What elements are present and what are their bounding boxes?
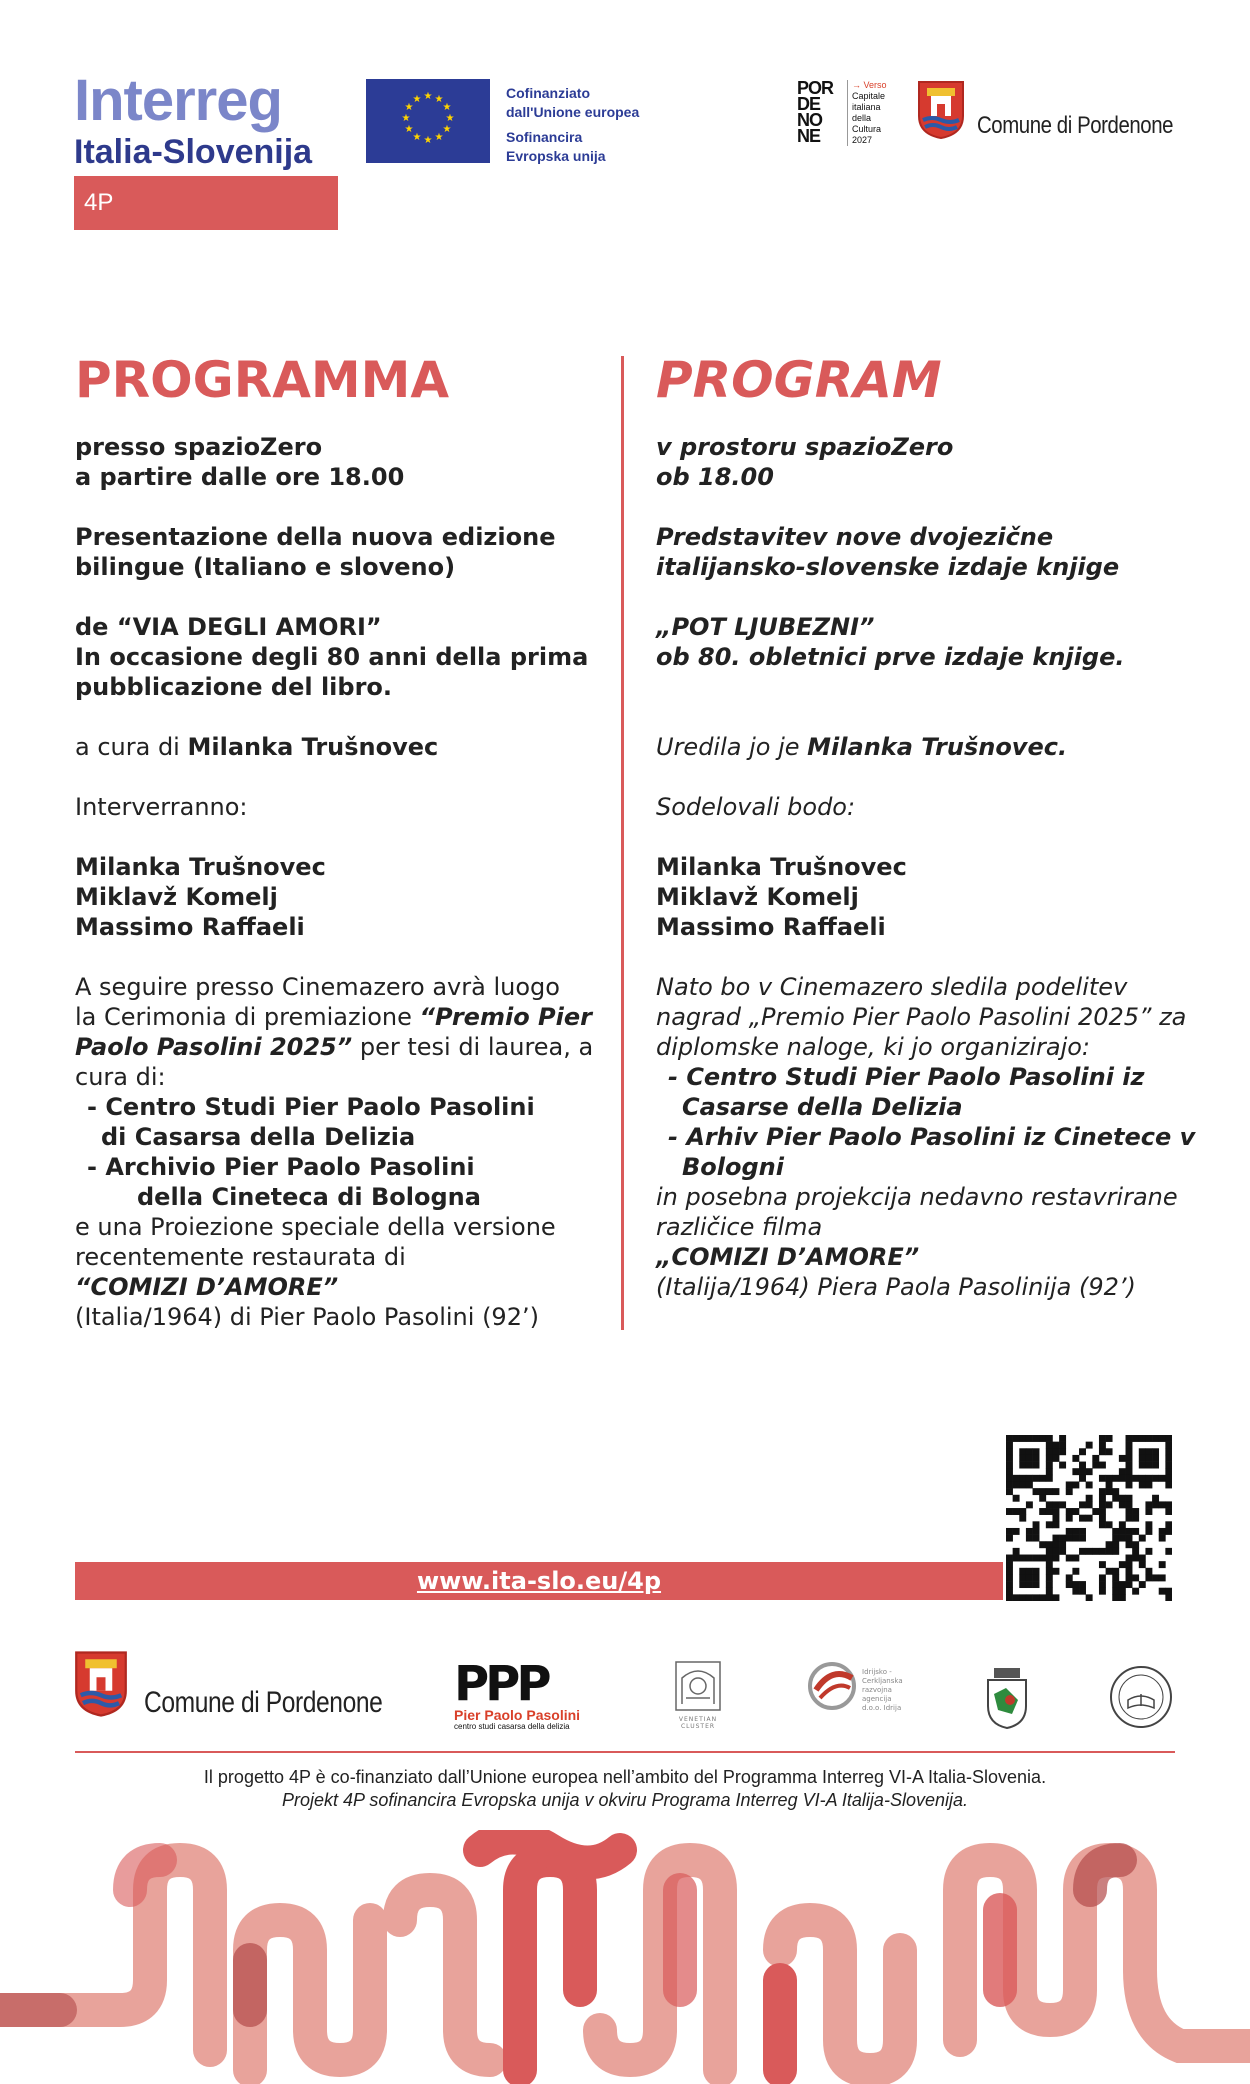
screening-text: e una Proiezione speciale della versione recentemente restaurata di “COMIZI D’AMORE” (Italia/1964) di Pier Paolo Pasolini (92’) [75, 1213, 556, 1331]
ceremony-text: A seguire presso Cinemazero avrà luogo la Cerimonia di premiazione “Premio Pier Paolo Pasolini 2025” per tesi di laurea, a cura di: [75, 973, 594, 1091]
interreg-region: Italia-Slovenija [74, 133, 313, 171]
svg-text:★: ★ [412, 132, 422, 143]
decorative-ribbon-pattern [0, 1830, 1250, 2084]
comune-name: Comune di Pordenone [144, 1686, 383, 1719]
eu-cofinancing-text [506, 84, 639, 166]
website-bar [75, 1562, 1003, 1600]
programma-title: PROGRAMMA [75, 351, 450, 409]
program-title: PROGRAM [656, 351, 942, 409]
eu-text-line: Evropska unija [506, 148, 606, 164]
venue: v prostoru spazioZero ob 18.00 [656, 433, 954, 491]
idrija-label: Idrijsko - Cerkljanska razvojna agencija d.o.o. Idrija [862, 1668, 903, 1712]
pordenone-crest-icon [917, 80, 965, 140]
book-info: de “VIA DEGLI AMORI” In occasione degli 80 anni della prima pubblicazione del libro. [75, 613, 589, 701]
footer-italian: Il progetto 4P è co-finanziato dall’Unione europea nell’ambito del Programma Interreg VI-A Italia-Slovenia. [203, 1767, 1047, 1787]
ppp-subtitle: centro studi casarsa della delizia [454, 1722, 570, 1731]
eu-text-line: Cofinanziato [506, 85, 590, 101]
svg-text:★: ★ [442, 124, 452, 135]
svg-text:★: ★ [434, 132, 444, 143]
venue: presso spazioZero a partire dalle ore 18.00 [75, 433, 405, 491]
speakers-list: Milanka Trušnovec Miklavž Komelj Massimo Raffaeli [75, 853, 326, 941]
eu-flag-icon [366, 79, 490, 163]
seal-icon [1108, 1664, 1174, 1730]
project-code-bar: 4P [74, 176, 338, 230]
venetian-cluster-logo [670, 1658, 726, 1730]
eu-text-line: dall'Unione europea [506, 104, 640, 120]
svg-text:★: ★ [401, 113, 411, 124]
svg-text:★: ★ [404, 124, 414, 135]
comune-pordenone-logo-top [917, 80, 1177, 142]
presentation: Presentazione della nuova edizione bilingue (Italiano e sloveno) [75, 523, 556, 581]
svg-text:★: ★ [434, 94, 444, 105]
pordenone-letters: POR DE NO NE [797, 78, 834, 146]
presentation: Predstavitev nove dvojezične italijansko-slovenske izdaje knjige [656, 523, 1120, 581]
school-seal-logo [1108, 1664, 1174, 1730]
organizers-list: - Centro Studi Pier Paolo Pasolini iz Casarse della Delizia - Arhiv Pier Paolo Pasolini iz Cinetece v Bologni [668, 1063, 1196, 1181]
svg-text:★: ★ [423, 91, 433, 102]
programma-italian [75, 350, 615, 1332]
pordenone-crest-icon [74, 1650, 128, 1718]
website-link[interactable]: www.ita-slo.eu/4p [416, 1567, 662, 1595]
pordenone-tagline: → Verso Capitale italiana della Cultura 2027 [847, 80, 899, 146]
curator: Uredila jo je Milanka Trušnovec. [656, 733, 1068, 761]
ceremony-text: Nato bo v Cinemazero sledila podelitev nagrad „Premio Pier Paolo Pasolini 2025” za diplomske naloge, ki jo organizirajo: [656, 973, 1187, 1061]
column-divider [621, 356, 624, 1330]
screening-text: in posebna projekcija nedavno restavrirane različice filma „COMIZI D’AMORE” (Italija/1964) Piera Paola Pasolinija (92’) [656, 1183, 1178, 1301]
ppp-letters: PPP [454, 1656, 548, 1712]
comune-name: Comune di Pordenone [977, 112, 1174, 139]
eu-text-line: Sofinancira [506, 129, 583, 145]
footer-divider [75, 1751, 1175, 1753]
idrija-agency-logo [806, 1660, 916, 1730]
municipal-crest-icon [984, 1666, 1030, 1730]
footer-slovenian: Projekt 4P sofinancira Evropska unija v okviru Programa Interreg VI-A Italija-Slovenija. [282, 1790, 968, 1810]
svg-text:★: ★ [404, 102, 414, 113]
speakers-list: Milanka Trušnovec Miklavž Komelj Massimo Raffaeli [656, 853, 907, 941]
pordenone-capital-culture-logo [797, 80, 897, 144]
venetian-label: VENETIAN CLUSTER [678, 1716, 718, 1730]
qr-code-icon[interactable] [1006, 1435, 1172, 1601]
svg-text:★: ★ [445, 113, 455, 124]
speakers-label: Interverranno: [75, 793, 248, 821]
svg-text:★: ★ [423, 135, 433, 146]
svg-text:★: ★ [412, 94, 422, 105]
lion-icon [670, 1658, 726, 1718]
interreg-brand: Interreg [74, 68, 282, 133]
svg-text:★: ★ [442, 102, 452, 113]
ppp-name: Pier Paolo Pasolini [454, 1707, 581, 1723]
book-info: „POT LJUBEZNI” ob 80. obletnici prve izdaje knjige. [656, 613, 1125, 671]
organizers-list: - Centro Studi Pier Paolo Pasolini di Casarsa della Delizia - Archivio Pier Paolo Pasolini della Cineteca di Bologna [87, 1093, 535, 1211]
speakers-label: Sodelovali bodo: [656, 793, 856, 821]
swirl-icon [806, 1660, 858, 1712]
curator: a cura di Milanka Trušnovec [75, 733, 439, 761]
interreg-logo [74, 68, 338, 216]
program-slovenian [656, 350, 1196, 1302]
pasolini-center-logo [454, 1656, 594, 1734]
cerkno-crest-logo [984, 1666, 1030, 1732]
comune-pordenone-logo-bottom [74, 1650, 394, 1720]
